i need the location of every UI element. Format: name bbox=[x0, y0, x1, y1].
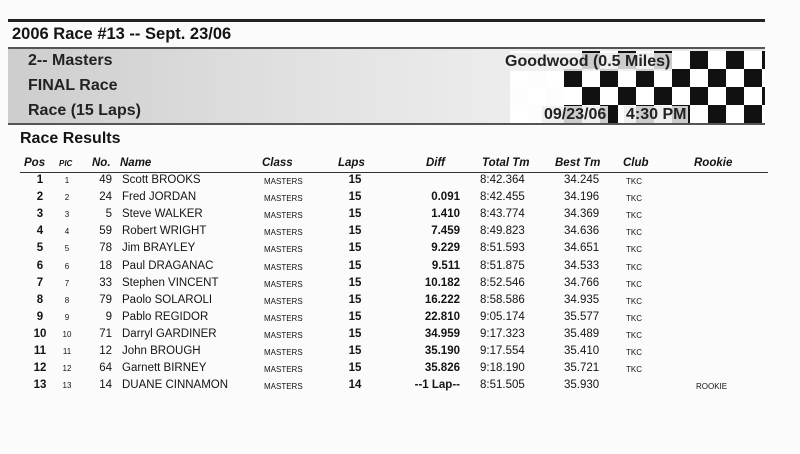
checker-square bbox=[564, 69, 582, 87]
cell-total: 9:18.190 bbox=[480, 362, 525, 375]
checker-square bbox=[726, 105, 744, 123]
cell-no: 9 bbox=[105, 310, 112, 323]
cell-club: TKC bbox=[626, 211, 642, 221]
col-rookie: Rookie bbox=[694, 157, 733, 169]
checker-square bbox=[744, 105, 762, 123]
checker-square bbox=[510, 87, 528, 105]
cell-class: MASTERS bbox=[264, 296, 303, 306]
cell-pos: 8 bbox=[36, 293, 44, 306]
cell-total: 9:17.554 bbox=[480, 345, 525, 357]
cell-best: 35.489 bbox=[564, 327, 600, 340]
checker-square bbox=[528, 69, 546, 87]
cell-total: 8:58.586 bbox=[480, 293, 525, 306]
cell-laps: 15 bbox=[348, 174, 362, 186]
race-time: 4:30 PM bbox=[626, 106, 687, 123]
cell-name: Scott BROOKS bbox=[122, 174, 201, 186]
cell-diff: 35.826 bbox=[424, 362, 460, 375]
cell-name: Paolo SOLAROLI bbox=[122, 293, 213, 306]
cell-name: Robert WRIGHT bbox=[122, 225, 207, 238]
table-row bbox=[0, 190, 800, 207]
cell-club: TKC bbox=[626, 279, 642, 289]
cell-name: John BROUGH bbox=[122, 345, 201, 357]
cell-pic: 12 bbox=[62, 364, 72, 374]
table-row bbox=[0, 361, 800, 378]
checker-square bbox=[582, 87, 600, 105]
checker-square bbox=[546, 87, 564, 105]
section-title: Race Results bbox=[20, 130, 121, 147]
laps-line: Race (15 Laps) bbox=[28, 102, 141, 119]
cell-pos: 12 bbox=[33, 362, 47, 375]
cell-name: Darryl GARDINER bbox=[122, 327, 217, 340]
col-pos: Pos bbox=[24, 157, 46, 169]
race-title: 2006 Race #13 -- Sept. 23/06 bbox=[12, 25, 232, 43]
cell-no: 49 bbox=[99, 174, 112, 186]
cell-best: 34.369 bbox=[564, 208, 600, 221]
checker-square bbox=[510, 69, 528, 87]
checker-square bbox=[762, 87, 765, 105]
top-rule bbox=[8, 19, 765, 22]
cell-laps: 15 bbox=[348, 208, 362, 221]
cell-name: Stephen VINCENT bbox=[122, 276, 219, 289]
table-row bbox=[0, 207, 800, 224]
checker-square bbox=[618, 87, 636, 105]
cell-best: 35.930 bbox=[564, 379, 600, 392]
cell-pic: 10 bbox=[62, 329, 72, 339]
cell-laps: 15 bbox=[348, 242, 362, 255]
cell-diff: 16.222 bbox=[424, 293, 460, 306]
final-line: FINAL Race bbox=[28, 77, 118, 94]
cell-laps: 15 bbox=[348, 276, 362, 289]
cell-best: 35.721 bbox=[564, 362, 600, 375]
race-date: 09/23/06 bbox=[544, 106, 607, 123]
checker-square bbox=[726, 87, 744, 105]
checker-square bbox=[582, 69, 600, 87]
cell-pos: 3 bbox=[36, 208, 44, 221]
table-row bbox=[0, 293, 800, 310]
table-row bbox=[0, 327, 800, 344]
cell-club: TKC bbox=[626, 177, 642, 186]
cell-diff: 35.190 bbox=[424, 345, 460, 357]
cell-total: 9:05.174 bbox=[480, 310, 525, 323]
cell-name: Paul DRAGANAC bbox=[122, 259, 214, 272]
cell-class: MASTERS bbox=[264, 348, 303, 357]
cell-best: 34.245 bbox=[564, 174, 600, 186]
cell-laps: 15 bbox=[348, 310, 362, 323]
checker-square bbox=[636, 69, 654, 87]
checker-square bbox=[744, 87, 762, 105]
cell-total: 8:51.593 bbox=[480, 242, 525, 255]
track-name: Goodwood (0.5 Miles) bbox=[505, 53, 671, 70]
checker-square bbox=[726, 69, 744, 87]
table-row bbox=[0, 310, 800, 327]
checker-square bbox=[708, 105, 726, 123]
checker-square bbox=[690, 87, 708, 105]
banner-rule bbox=[8, 123, 765, 125]
cell-no: 33 bbox=[99, 276, 112, 289]
cell-total: 8:43.774 bbox=[480, 208, 525, 221]
checker-square bbox=[672, 69, 690, 87]
cell-pos: 13 bbox=[33, 379, 47, 392]
checker-square bbox=[726, 51, 744, 69]
cell-no: 14 bbox=[99, 379, 112, 392]
cell-total: 8:49.823 bbox=[480, 225, 525, 238]
col-total: Total Tm bbox=[482, 157, 530, 169]
col-pic: PIC bbox=[59, 159, 73, 168]
checker-square bbox=[708, 51, 726, 69]
cell-pic: 7 bbox=[64, 278, 70, 288]
table-row bbox=[0, 224, 800, 241]
cell-pos: 5 bbox=[36, 242, 44, 255]
cell-diff: 0.091 bbox=[431, 191, 460, 204]
cell-pos: 10 bbox=[33, 327, 47, 340]
cell-pic: 9 bbox=[64, 312, 70, 322]
cell-total: 8:51.875 bbox=[480, 259, 525, 272]
cell-class: MASTERS bbox=[264, 211, 303, 221]
cell-class: MASTERS bbox=[264, 262, 303, 272]
cell-pic: 11 bbox=[62, 347, 72, 356]
cell-class: MASTERS bbox=[264, 313, 303, 323]
cell-no: 12 bbox=[99, 345, 112, 357]
checker-square bbox=[600, 69, 618, 87]
cell-pic: 13 bbox=[62, 381, 72, 391]
cell-pos: 4 bbox=[36, 225, 44, 238]
cell-club: TKC bbox=[626, 330, 642, 340]
cell-class: MASTERS bbox=[264, 365, 303, 375]
cell-club: TKC bbox=[626, 228, 642, 238]
cell-pic: 3 bbox=[64, 210, 70, 220]
cell-class: MASTERS bbox=[264, 279, 303, 289]
checker-square bbox=[636, 87, 654, 105]
cell-no: 24 bbox=[99, 191, 112, 204]
cell-class: MASTERS bbox=[264, 194, 303, 204]
checker-square bbox=[762, 51, 765, 69]
cell-best: 34.766 bbox=[564, 276, 600, 289]
cell-pos: 9 bbox=[36, 310, 44, 323]
cell-name: Steve WALKER bbox=[122, 208, 203, 221]
cell-laps: 14 bbox=[348, 379, 362, 392]
cell-laps: 15 bbox=[348, 191, 362, 204]
cell-name: Jim BRAYLEY bbox=[122, 242, 196, 255]
cell-pic: 5 bbox=[64, 244, 70, 254]
cell-best: 35.577 bbox=[564, 310, 600, 323]
checker-square bbox=[690, 69, 708, 87]
cell-no: 78 bbox=[99, 242, 112, 255]
col-best: Best Tm bbox=[555, 157, 601, 169]
checker-square bbox=[762, 69, 765, 87]
cell-diff: --1 Lap-- bbox=[414, 379, 460, 392]
cell-best: 34.636 bbox=[564, 225, 600, 238]
cell-no: 5 bbox=[105, 208, 112, 221]
checker-square bbox=[672, 51, 690, 69]
table-row bbox=[0, 173, 800, 190]
col-laps: Laps bbox=[338, 157, 365, 169]
col-diff: Diff bbox=[426, 157, 445, 169]
cell-pic: 8 bbox=[64, 295, 70, 305]
cell-no: 59 bbox=[99, 225, 112, 238]
cell-name: Garnett BIRNEY bbox=[122, 362, 207, 375]
col-no: No. bbox=[92, 157, 111, 169]
cell-diff: 1.410 bbox=[431, 208, 460, 221]
checker-square bbox=[708, 69, 726, 87]
checker-square bbox=[672, 87, 690, 105]
cell-pic: 4 bbox=[64, 227, 70, 237]
cell-diff: 22.810 bbox=[424, 310, 460, 323]
checker-square bbox=[600, 87, 618, 105]
col-name: Name bbox=[120, 157, 152, 169]
checker-square bbox=[762, 105, 765, 123]
checker-square bbox=[528, 87, 546, 105]
checker-square bbox=[744, 51, 762, 69]
cell-club: TKC bbox=[626, 194, 642, 204]
checker-square bbox=[744, 69, 762, 87]
cell-no: 18 bbox=[99, 259, 112, 272]
cell-pic: 6 bbox=[64, 261, 70, 271]
cell-total: 8:51.505 bbox=[480, 379, 525, 392]
cell-class: MASTERS bbox=[264, 177, 303, 186]
checker-square bbox=[618, 69, 636, 87]
cell-best: 34.935 bbox=[564, 293, 600, 306]
cell-laps: 15 bbox=[348, 345, 362, 357]
cell-club: TKC bbox=[626, 348, 642, 357]
col-club: Club bbox=[623, 157, 649, 169]
cell-rookie: ROOKIE bbox=[696, 382, 728, 392]
cell-class: MASTERS bbox=[264, 330, 303, 340]
cell-club: TKC bbox=[626, 262, 642, 272]
cell-pic: 1 bbox=[64, 176, 70, 185]
table-row bbox=[0, 276, 800, 293]
cell-no: 64 bbox=[99, 362, 112, 375]
cell-laps: 15 bbox=[348, 259, 362, 272]
cell-laps: 15 bbox=[348, 293, 362, 306]
checker-square bbox=[690, 105, 708, 123]
cell-diff: 9.511 bbox=[431, 259, 460, 272]
checker-square bbox=[708, 87, 726, 105]
table-row bbox=[0, 259, 800, 276]
checker-square bbox=[690, 51, 708, 69]
cell-diff: 7.459 bbox=[431, 225, 460, 238]
cell-class: MASTERS bbox=[264, 245, 303, 255]
cell-pos: 11 bbox=[33, 345, 47, 357]
cell-club: TKC bbox=[626, 313, 642, 323]
cell-best: 34.533 bbox=[564, 259, 600, 272]
cell-best: 34.651 bbox=[564, 242, 600, 255]
checker-square bbox=[510, 105, 528, 123]
cell-total: 8:52.546 bbox=[480, 276, 525, 289]
cell-pos: 7 bbox=[36, 276, 44, 289]
cell-laps: 15 bbox=[348, 362, 362, 375]
cell-laps: 15 bbox=[348, 225, 362, 238]
cell-class: MASTERS bbox=[264, 382, 303, 392]
table-row bbox=[0, 378, 800, 395]
cell-best: 34.196 bbox=[564, 191, 600, 204]
col-class: Class bbox=[262, 157, 293, 169]
cell-name: Pablo REGIDOR bbox=[122, 310, 209, 323]
cell-best: 35.410 bbox=[564, 345, 600, 357]
cell-diff: 34.959 bbox=[424, 327, 460, 340]
cell-pos: 1 bbox=[36, 174, 44, 186]
checker-square bbox=[654, 87, 672, 105]
cell-class: MASTERS bbox=[264, 228, 303, 238]
cell-total: 8:42.455 bbox=[480, 191, 525, 204]
checker-square bbox=[564, 87, 582, 105]
cell-pic: 2 bbox=[64, 193, 70, 203]
cell-laps: 15 bbox=[348, 327, 362, 340]
cell-no: 79 bbox=[99, 293, 112, 306]
checker-square bbox=[654, 69, 672, 87]
table-row bbox=[0, 241, 800, 258]
cell-diff: 9.229 bbox=[431, 242, 460, 255]
class-line: 2-- Masters bbox=[28, 52, 113, 69]
cell-pos: 6 bbox=[36, 259, 44, 272]
cell-club: TKC bbox=[626, 365, 642, 375]
cell-no: 71 bbox=[99, 327, 112, 340]
cell-name: Fred JORDAN bbox=[122, 191, 197, 204]
cell-diff: 10.182 bbox=[424, 276, 460, 289]
table-row bbox=[0, 344, 800, 361]
checker-square bbox=[546, 69, 564, 87]
cell-total: 8:42.364 bbox=[480, 174, 525, 186]
cell-club: TKC bbox=[626, 245, 642, 255]
cell-name: DUANE CINNAMON bbox=[122, 379, 229, 392]
cell-total: 9:17.323 bbox=[480, 327, 525, 340]
cell-pos: 2 bbox=[36, 191, 44, 204]
cell-club: TKC bbox=[626, 296, 642, 306]
